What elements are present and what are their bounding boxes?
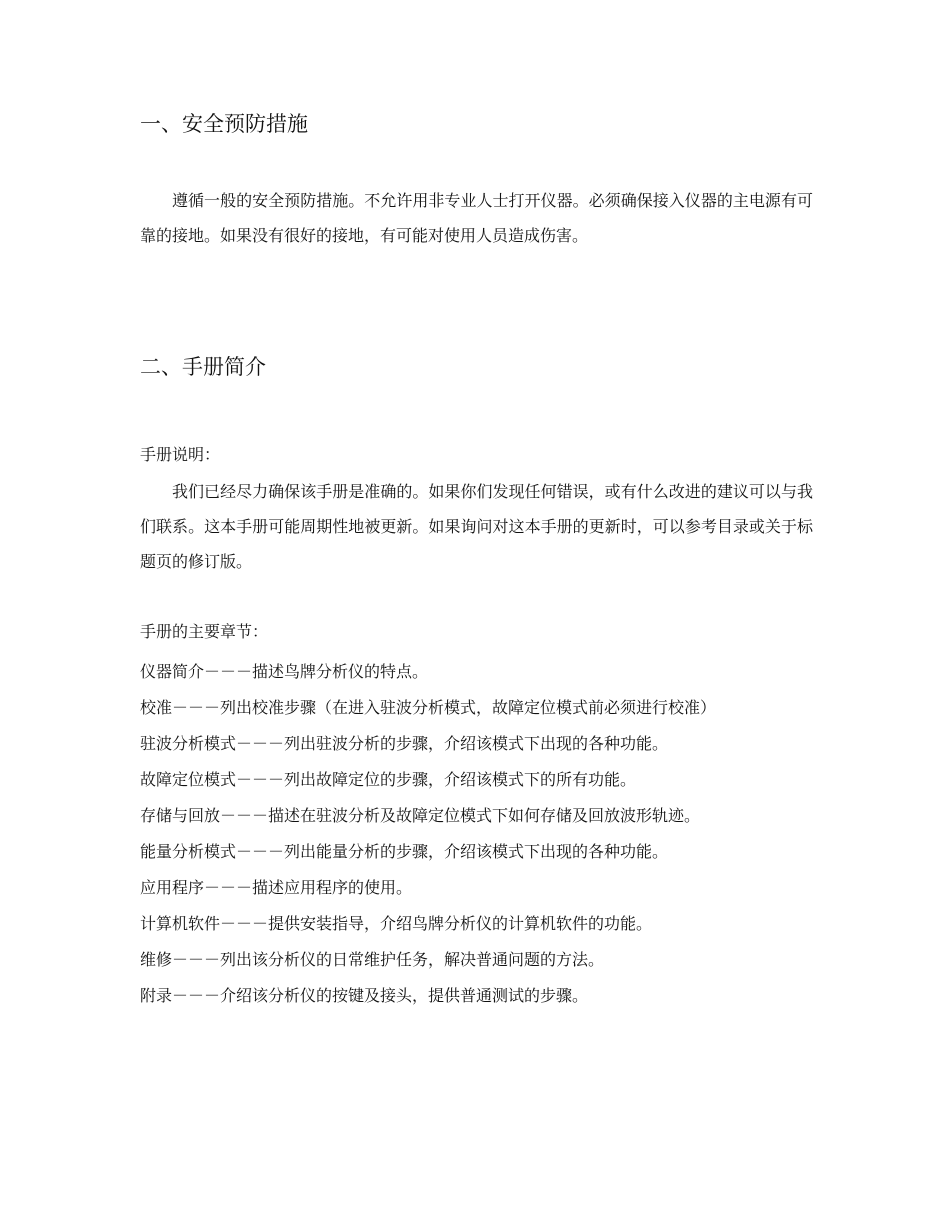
chapter-item: 附录－－－介绍该分析仪的按键及接头，提供普通测试的步骤。 <box>140 986 589 1005</box>
chapter-item: 能量分析模式－－－列出能量分析的步骤，介绍该模式下出现的各种功能。 <box>140 842 669 861</box>
chapter-item: 仪器简介－－－描述鸟牌分析仪的特点。 <box>140 662 429 681</box>
chapter-item: 计算机软件－－－提供安装指导，介绍鸟牌分析仪的计算机软件的功能。 <box>140 914 653 933</box>
chapter-item: 故障定位模式－－－列出故障定位的步骤，介绍该模式下的所有功能。 <box>140 770 637 789</box>
chapters-label: 手册的主要章节： <box>140 622 269 641</box>
manual-description-paragraph: 我们已经尽力确保该手册是准确的。如果你们发现任何错误，或有什么改进的建议可以与我们联系。这本手册可能周期性地被更新。如果询问对这本手册的更新时，可以参考目录或关于标题页的修订版。 <box>140 482 813 571</box>
manual-description-label: 手册说明： <box>140 445 221 464</box>
chapter-item: 应用程序－－－描述应用程序的使用。 <box>140 878 413 897</box>
chapter-item: 存储与回放－－－描述在驻波分析及故障定位模式下如何存储及回放波形轨迹。 <box>140 806 701 825</box>
chapter-item: 校准－－－列出校准步骤（在进入驻波分析模式，故障定位模式前必须进行校准） <box>140 698 717 717</box>
chapter-list <box>140 654 840 1014</box>
section-title-safety: 一、安全预防措施 <box>140 112 308 136</box>
safety-paragraph: 遵循一般的安全预防措施。不允许用非专业人士打开仪器。必须确保接入仪器的主电源有可靠的接地。如果没有很好的接地，有可能对使用人员造成伤害。 <box>140 191 813 245</box>
chapter-item: 驻波分析模式－－－列出驻波分析的步骤，介绍该模式下出现的各种功能。 <box>140 734 669 753</box>
chapter-item: 维修－－－列出该分析仪的日常维护任务，解决普通问题的方法。 <box>140 950 605 969</box>
section-title-manual-intro: 二、手册简介 <box>140 355 266 379</box>
